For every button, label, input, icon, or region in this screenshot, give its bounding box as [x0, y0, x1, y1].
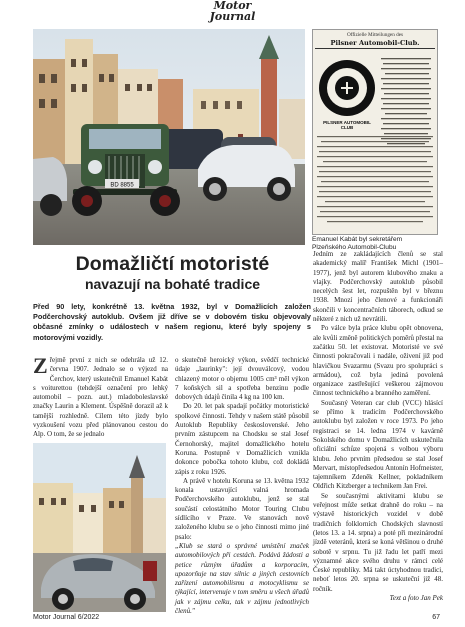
column-3-paragraph-3: Současný Veteran car club (VCC) hlásící se přímo k tradicím Podčerchovského autoklubu byl založen v roce 1973. Po jeho registraci se 14. ledna 1974 v kavárně Sokolského domu v Domažlicích uskutečnila oficiální schůze spojená s volbou výboru klubu. Jeho prvním předsedou se stal Josef Mervart, místopředsedou Antonín Hofmeister, tajemníkem Zdeněk Kellner, pokladníkem Oldřich Kitzberger a technikem Jan Frei. [313, 398, 443, 491]
masthead-line1: Motor [213, 0, 252, 12]
article-title: Domažličtí motoristé [75, 253, 270, 275]
column-2-paragraph-2: Do 20. let pak spadají počátky motoristické spolkové činnosti. Tehdy v našem státě působil Autoklub Republiky československé. Jeho prvním zástupcem na Chodsku se stal Josef Černohorský, majitel domažlického hotelu Koruna. Postupně v Domažlicích vznikla dokonce pobočka tohoto klubu, což dokládá zápis z roku 1926. [175, 402, 309, 476]
article-subtitle: navazují na bohaté tradice [84, 276, 261, 292]
column-2-paragraph-1: o skutečně heroický výkon, svědčí technické údaje „laurinky": její dvouválcový, vodou chlazený motor o objemu 1005 cm³ měl výkon 7 koňských sil a spotřeba benzinu podle dobových údajů činila 4 kg na 100 km. [175, 356, 309, 402]
column-2-quote: „Klub se stará o správné umístění značek automobilových při cestách. Podává žádosti a petice různým úřadům a korporacím, upozorňuje na stav silnic a jiných cestovních zařízení automobilismu a motocyklismu se týkající, intervenuje v tom směru u všech úřadů jak v zájmu celku, tak v zájmu jednotlivých členů." [175, 541, 309, 616]
ad-top-line: Offizielle Mitteilungen des [346, 32, 404, 38]
column-2-paragraph-3: A právě v hotelu Koruna se 13. května 1932 konala ustavující valná hromada Podčerchovského autoklubu, jenž se stal součástí celostátního Motor Touring Clubu sídlícího v Praze. Ve stanovách nově založeného klubu se o jeho činnosti mimo jiné psalo: [175, 476, 309, 541]
second-photo-image [33, 443, 166, 612]
ad-club-name: Pilsner Automobil-Club. [315, 39, 435, 49]
column-3 [313, 250, 443, 603]
page-number: 67 [432, 614, 440, 621]
club-seal-text: PILSNER AUTOMOBIL CLUB [323, 120, 371, 130]
column-3-paragraph-2: Po válce byla práce klubu opět obnovena, ale kvůli změně politických poměrů přestal na začátku 50. let existovat. Motoristé ve své činnosti pokračovali i nadále, oživení již pod hlavičkou Svazarmu (Svazu pro spolupráci s armádou), což byla jediná povolená organizace zastřešující veškerou zájmovou činnost technického a branného zaměření. [313, 324, 443, 398]
drop-cap: Z [33, 353, 48, 378]
column-3-paragraph-1: Jedním ze zakládajících členů se stal akademický malíř František Michl (1901–1977), jenž byl autorem klubového znaku a vlajky. Podčerchovský autoklub působil necelých šest let, rozpuštěn byl v březnu 1938. Mnozí jeho členové a funkcionáři skončili v koncentračních táborech, odkud se některé z nich už nevrátili. [313, 250, 443, 324]
masthead [0, 0, 465, 24]
main-photo [33, 29, 305, 245]
license-plate: BD 8855 [110, 182, 134, 189]
column-1-text: řejmě první z nich se odehrála už 12. června 1907. Jednalo se o výjezd na Čerchov, který uskutečnil Emanuel Kabát s voiturettou (tehdejší označení pro lehký automobil – pozn. aut.) mladoboleslavské značky Laurin a Klement. Úspěšně dorazil až k tamější rozhledně. Cílem této jízdy bylo vyzkoušení vozu před plánovanou cestou do Alp. O tom, že se jednalo [33, 356, 168, 439]
masthead-line2: Journal [209, 10, 256, 23]
ad-fine-print-bottom [317, 134, 433, 230]
second-photo [33, 443, 166, 612]
column-1 [33, 353, 168, 440]
main-photo-image [33, 29, 305, 245]
column-3-paragraph-4: Se současnými aktivitami klubu se veřejnost může setkat drahně do roku – na výstavě historických vozidel v době tradičních folklorních Chodských slavností (letos 13. a 14. srpna) a poté při mezinárodní jízdě veteránů, která se koná většinou o druhé sobotě v srpnu. Tu již řadu let patří mezi významné akce svého druhu v rámci celé České republiky. Má takt úctyhodnou tradici, neboť letos 20. srpna se uskuteční již 48. ročník. [313, 491, 443, 593]
footer-issue: Motor Journal 6/2022 [33, 614, 100, 621]
article-lead: Před 90 lety, konkrétně 13. května 1932, byl v Domažlicích založen Podčerchovský autoklub. Ovšem již dříve se v dobovém tisku objevovaly občasné zmínky o událostech v našem regionu, které byly spojeny s motorovými vozidly. [33, 302, 311, 342]
article-signature: Text a foto Jan Pek [389, 593, 443, 602]
column-2 [175, 356, 309, 616]
club-advertisement [312, 29, 438, 235]
club-seal-icon [317, 58, 377, 118]
ad-caption: Emanuel Kabát byl sekretářem Plzeňského Automobil-Clubu [312, 236, 403, 251]
